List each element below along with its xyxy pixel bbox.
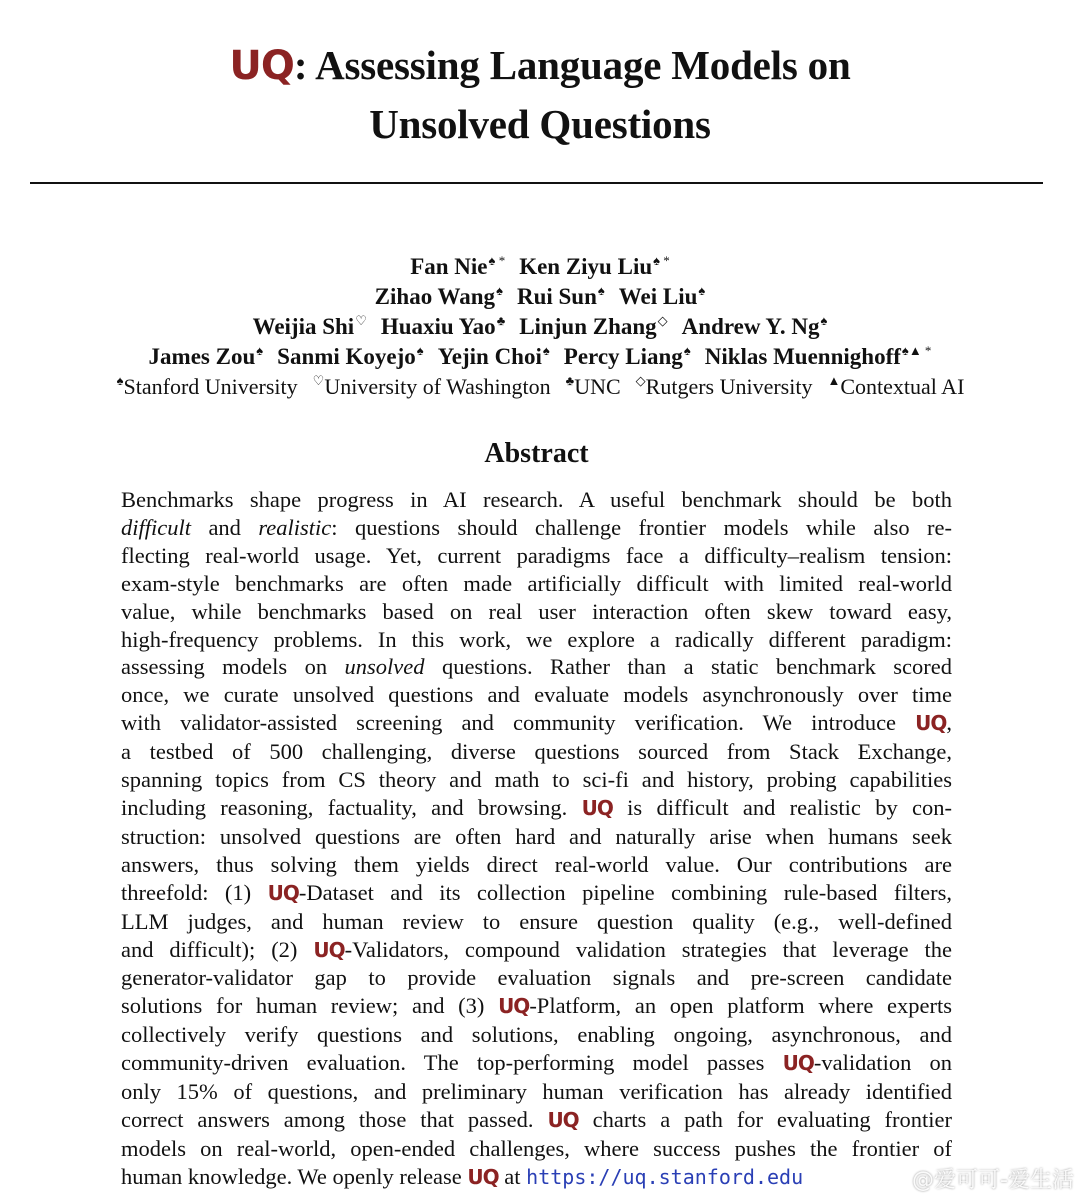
author [519,252,670,282]
abstract-text: -Platform, an open platform where experts [529,993,952,1019]
abstract-text: with validator-assisted screening and community verification. We introduce [121,710,916,736]
abstract-body [121,486,952,1192]
author-name: Wei Liu [618,284,698,309]
watermark: @爱可可-爱生活 [912,1168,1074,1193]
uq-logo: UQ [467,1164,499,1189]
affiliation-symbol: ♡ [312,373,325,388]
abstract-text: once, we curate unsolved questions and evaluate models asynchronously over time [121,682,952,708]
affiliation [312,372,551,402]
author-marks: ◇ [657,313,668,328]
abstract-text: -Dataset and its collection pipeline combining rule-based filters, [298,879,952,905]
abstract-text: and [191,514,259,540]
abstract-text: is difficult and realistic by con- [612,794,952,820]
abstract-line [121,851,952,879]
abstract-line [121,626,952,654]
abstract-text: assessing models on [121,654,345,680]
author-name: Weijia Shi [252,314,355,339]
author-list [0,252,1080,372]
abstract-text: -Validators, compound validation strategies that leverage the [344,936,952,962]
author-line [0,342,1080,372]
author [705,342,932,372]
title-line-1 [0,36,1080,95]
abstract-text: : questions should challenge frontier models while also re- [331,514,952,540]
affiliation-symbol: ◇ [635,373,646,388]
abstract-line [121,936,952,965]
author [517,282,605,312]
affiliation-name: UNC [574,374,621,399]
affiliation [565,372,621,402]
uq-logo: UQ [498,994,530,1019]
author [381,312,505,342]
affiliation-list [0,372,1080,402]
abstract-text: exam-style benchmarks are often made artificially difficult with limited real-world [121,570,952,596]
abstract-text: and difficult); (2) [121,936,314,962]
author-name: Zihao Wang [374,284,496,309]
author-marks: ♠ * [488,253,506,268]
abstract-line [121,1021,952,1049]
author-line [0,252,1080,282]
affiliation-symbol: ▲ [827,373,841,388]
abstract-text: flecting real-world usage. Yet, current paradigms face a difficulty–realism tension: [121,542,952,568]
uq-logo: UQ [547,1107,579,1132]
abstract-line [121,1163,952,1192]
abstract-line [121,766,952,794]
author-name: Andrew Y. Ng [681,314,820,339]
affiliation-name: Contextual AI [840,374,965,399]
author-name: Ken Ziyu Liu [519,254,653,279]
author-marks: ♠ [496,283,503,298]
abstract-text: models on real-world, open-ended challenges, where success pushes the frontier of [121,1135,952,1161]
author [149,342,264,372]
affiliation [116,372,298,402]
author-marks: ♡ [355,313,367,328]
abstract-line [121,570,952,598]
abstract-text: human knowledge. We openly release [121,1163,468,1189]
abstract-line [121,514,952,542]
author-name: Fan Nie [410,254,488,279]
abstract-line [121,653,952,681]
author-name: Sanmi Koyejo [277,344,416,369]
abstract-text: at [498,1163,527,1189]
abstract-text: high-frequency problems. In this work, we explore a radically different paradigm: [121,626,952,652]
affiliation-name: Stanford University [123,374,298,399]
abstract-text: generator-validator gap to provide evaluation signals and pre-screen candidate [121,965,952,991]
abstract-line [121,598,952,626]
author-marks: ♠ [542,343,550,358]
author [277,342,424,372]
author-marks: ♠ [256,343,264,358]
abstract-line [121,908,952,936]
abstract-text: LLM judges, and human review to ensure question quality (e.g., well-defined [121,908,952,934]
abstract-text: Benchmarks shape progress in AI research. A useful benchmark should be both [121,487,952,512]
author-marks: ♠ [683,343,691,358]
abstract-line [121,1106,952,1135]
uq-logo: UQ [581,795,613,820]
title-line-2: Unsolved Questions [369,101,711,147]
author [519,312,667,342]
abstract-text: community-driven evaluation. The top-performing model passes [121,1050,783,1076]
author-marks: ♠ [597,283,605,298]
abstract-text: questions. Rather than a static benchmark scored [424,654,952,680]
author-marks: ♠ [416,343,424,358]
author-name: Linjun Zhang [519,314,657,339]
abstract-text: including reasoning, factuality, and browsing. [121,794,582,820]
affiliation [826,372,964,402]
abstract-line [121,1049,952,1078]
author [564,342,691,372]
author [438,342,550,372]
abstract-line [121,738,952,766]
abstract-text: value, while benchmarks based on real user interaction often skew toward easy, [121,598,952,624]
author-name: Niklas Muennighoff [704,344,901,369]
affiliation-symbol: ♠ [116,373,124,388]
abstract-line [121,794,952,823]
author-name: James Zou [148,344,256,369]
abstract-text: , [946,710,952,736]
abstract-text: charts a path for evaluating frontier [578,1106,952,1132]
author-name: Huaxiu Yao [380,314,496,339]
author-name: Rui Sun [516,284,597,309]
author [410,252,505,282]
author [253,312,367,342]
affiliation-symbol: ♣ [565,373,575,388]
author-marks: ♠ [698,283,706,298]
author [619,282,706,312]
author-marks: ♣ [496,313,506,328]
emphasis-text: unsolved [344,654,425,680]
abstract-line [121,992,952,1021]
affiliation-name: University of Washington [324,374,551,399]
abstract-line [121,879,952,908]
author-name: Yejin Choi [437,344,542,369]
abstract-line [121,542,952,570]
author-marks: ♠▲ * [901,343,932,358]
abstract-text: spanning topics from CS theory and math to sci-fi and history, probing capabilities [121,767,952,793]
abstract-text: collectively verify questions and solutions, enabling ongoing, asynchronous, and [121,1022,952,1048]
project-url-link[interactable]: https://uq.stanford.edu [526,1164,804,1189]
abstract-text: correct answers among those that passed. [121,1106,548,1132]
abstract-line [121,823,952,851]
uq-logo: UQ [267,880,299,905]
emphasis-text: realistic [258,514,332,540]
abstract-text: threefold: (1) [121,879,268,905]
abstract-text: solutions for human review; and (3) [121,993,499,1019]
author [682,312,828,342]
title-rule [30,182,1043,184]
abstract-line [121,709,952,738]
abstract-line [121,486,952,514]
affiliation [635,372,813,402]
abstract-text: -validation on [813,1050,952,1076]
abstract-line [121,1078,952,1106]
emphasis-text: difficult [121,514,191,540]
abstract-line [121,1135,952,1163]
title-text-1: : Assessing Language Models on [293,42,851,88]
abstract-text: only 15% of questions, and preliminary human verification has already identified [121,1079,952,1105]
author-line [0,282,1080,312]
abstract-text: struction: unsolved questions are often hard and naturally arise when humans seek [121,823,952,849]
author-line [0,312,1080,342]
abstract-line [121,681,952,709]
uq-logo: UQ [229,43,294,89]
uq-logo: UQ [313,937,345,962]
uq-logo: UQ [782,1051,814,1076]
abstract-text: answers, thus solving them yields direct real-world value. Our contributions are [121,851,952,877]
uq-logo: UQ [915,711,947,736]
author-name: Percy Liang [563,344,683,369]
author-marks: ♠ * [653,253,670,268]
affiliation-name: Rutgers University [645,374,813,399]
abstract-line [121,964,952,992]
author-marks: ♠ [820,313,828,328]
abstract-text: a testbed of 500 challenging, diverse questions sourced from Stack Exchange, [121,739,952,765]
paper-title [0,36,1080,153]
abstract-heading: Abstract [484,438,589,469]
author [375,282,503,312]
